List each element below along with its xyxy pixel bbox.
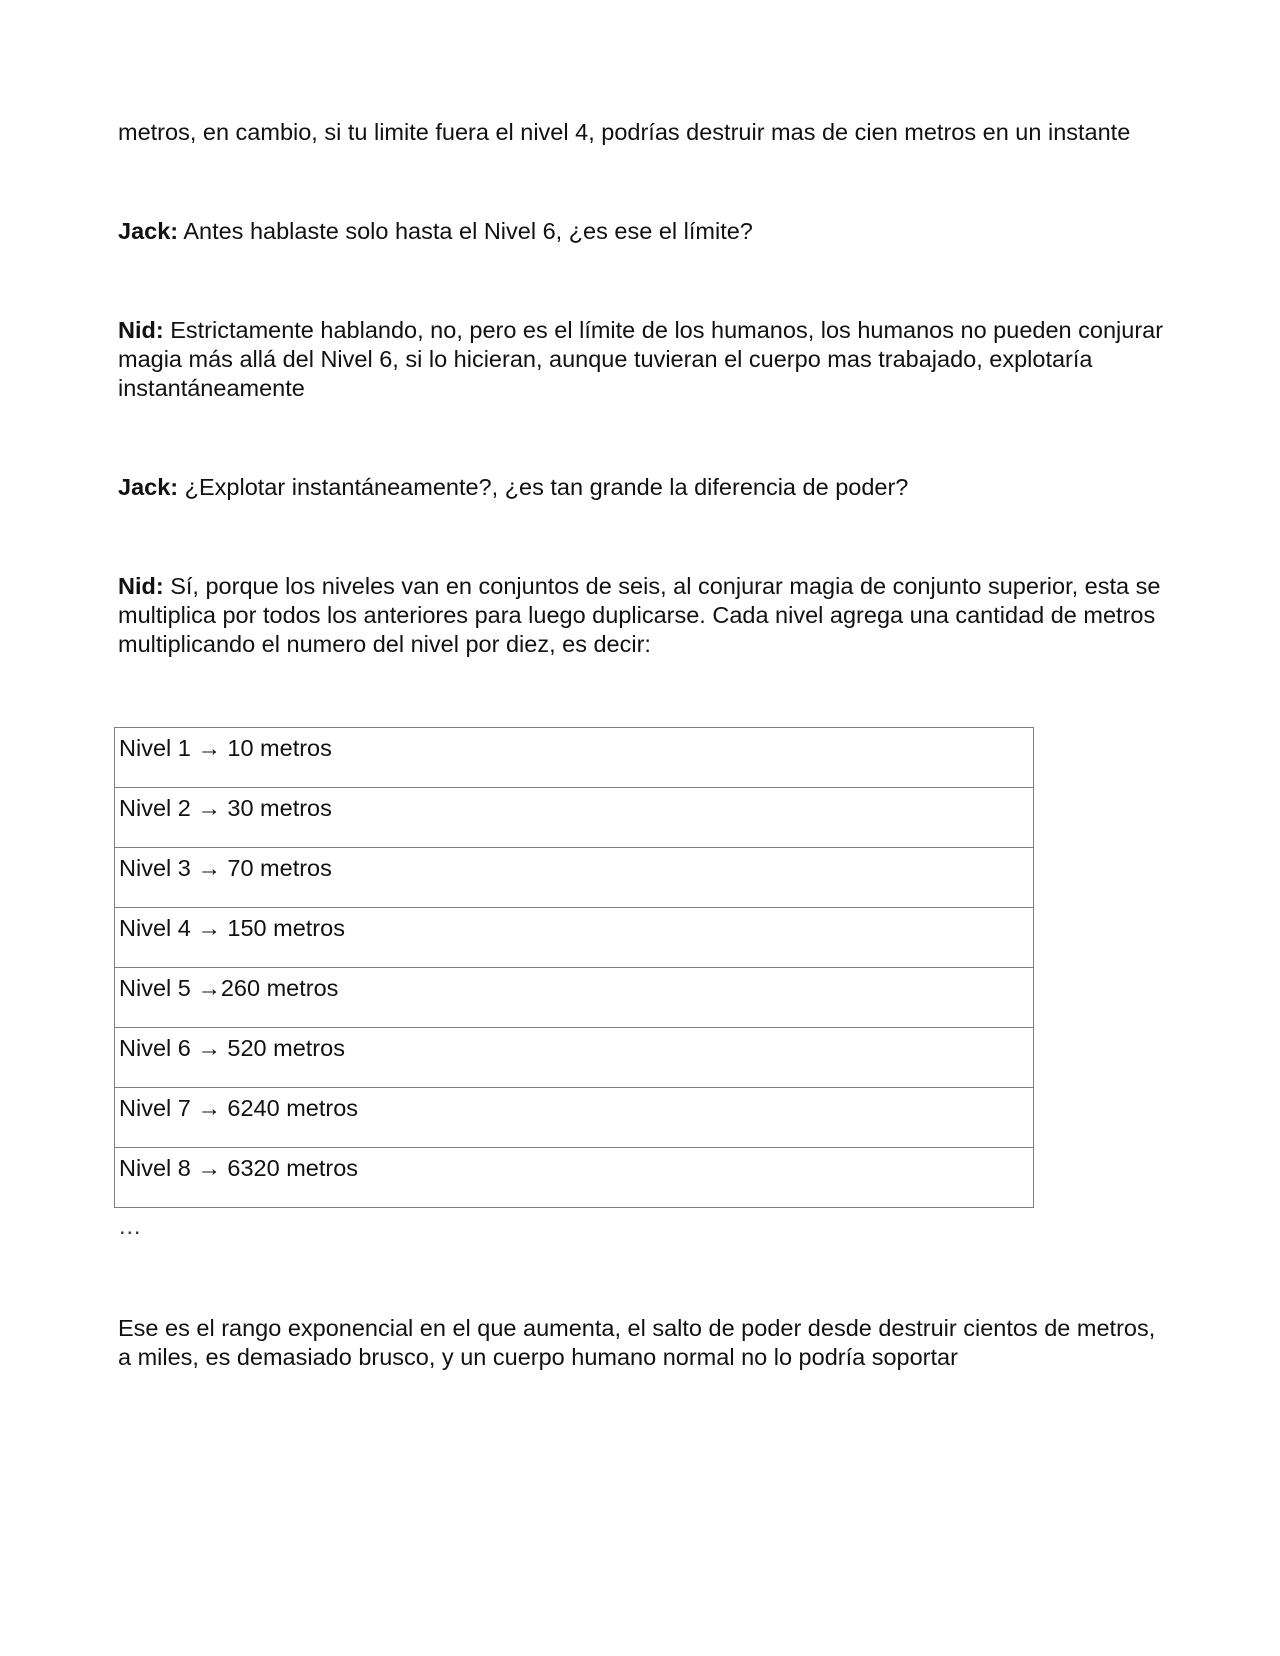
dialogue-line-nid (118, 572, 1168, 659)
dialogue-text: Antes hablaste solo hasta el Nivel 6, ¿es ese el límite? (178, 218, 753, 244)
closing-paragraph: Ese es el rango exponencial en el que aumenta, el salto de poder desde destruir cientos de metros, a miles, es demasiado brusco, y un cuerpo humano normal no lo podría soportar (118, 1315, 1156, 1370)
table-row (115, 1028, 1034, 1088)
dialogue-text: ¿Explotar instantáneamente?, ¿es tan grande la diferencia de poder? (178, 474, 909, 500)
table-cell: Nivel 8 → 6320 metros (115, 1148, 1034, 1208)
table-row (115, 848, 1034, 908)
speaker-name: Jack: (118, 218, 179, 244)
speaker-name: Nid: (118, 317, 164, 343)
table-cell: Nivel 5 →260 metros (115, 968, 1034, 1028)
table-row (115, 728, 1034, 788)
table-row (115, 1088, 1034, 1148)
dialogue-text: Sí, porque los niveles van en conjuntos de seis, al conjurar magia de conjunto superior, esta se multiplica por todos los anteriores para luego duplicarse. Cada nivel agrega una cantidad de metros multiplicando el numero del nivel por diez, es decir: (118, 573, 1161, 657)
table-cell: Nivel 4 → 150 metros (115, 908, 1034, 968)
table-row (115, 908, 1034, 968)
speaker-name: Jack: (118, 474, 179, 500)
table-cell: Nivel 2 → 30 metros (115, 788, 1034, 848)
table-row (115, 1148, 1034, 1208)
dialogue-line-nid (118, 316, 1168, 403)
levels-table (114, 727, 1034, 1208)
speaker-name: Nid: (118, 573, 164, 599)
table-cell: Nivel 3 → 70 metros (115, 848, 1034, 908)
table-row (115, 968, 1034, 1028)
table-row (115, 788, 1034, 848)
document-body (118, 118, 1168, 1372)
dialogue-line-jack (118, 217, 1168, 246)
ellipsis: … (118, 1213, 142, 1239)
table-cell: Nivel 7 → 6240 metros (115, 1088, 1034, 1148)
table-cell: Nivel 1 → 10 metros (115, 728, 1034, 788)
table-cell: Nivel 6 → 520 metros (115, 1028, 1034, 1088)
dialogue-text: Estrictamente hablando, no, pero es el límite de los humanos, los humanos no pueden conjurar magia más allá del Nivel 6, si lo hicieran, aunque tuvieran el cuerpo mas trabajado, explotaría instantáneamente (118, 317, 1164, 401)
intro-paragraph: metros, en cambio, si tu limite fuera el nivel 4, podrías destruir mas de cien metros en un instante (118, 119, 1131, 145)
dialogue-line-jack (118, 473, 1168, 502)
